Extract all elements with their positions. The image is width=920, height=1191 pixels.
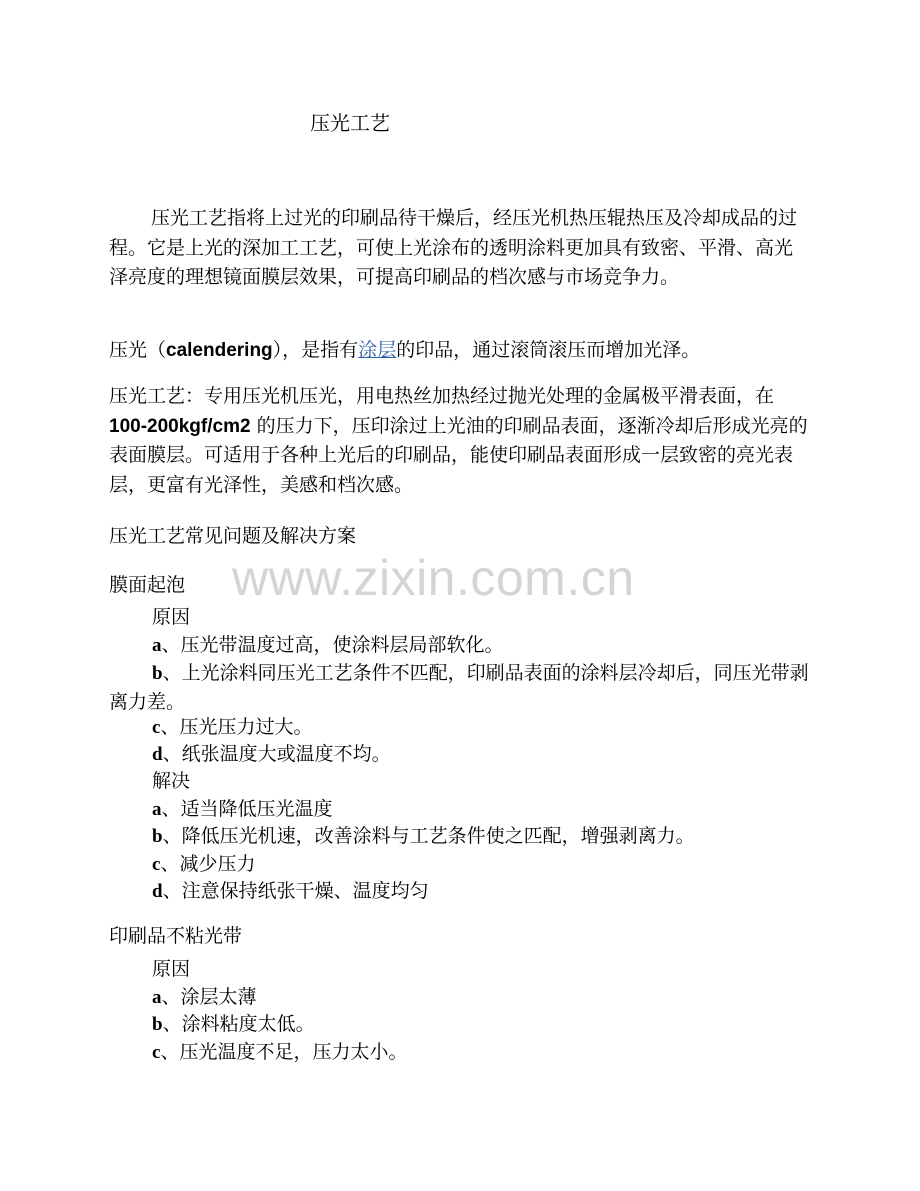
solution-text: 、适当降低压光温度 — [161, 798, 333, 820]
cause-text: 、涂料粘度太低。 — [162, 1013, 315, 1035]
faq-heading: 压光工艺常见问题及解决方案 — [109, 525, 357, 547]
cause-text: 、压光压力过大。 — [160, 716, 313, 738]
section1-solution-a — [152, 795, 333, 824]
section2-cause-b — [152, 1010, 315, 1039]
solution-text: 、减少压力 — [160, 853, 256, 875]
cause-text: 、涂层太薄 — [161, 986, 257, 1008]
solution-letter: b — [152, 826, 163, 847]
section1-cause-d — [152, 740, 391, 769]
solution-letter: d — [152, 881, 163, 902]
section1-cause-c — [152, 713, 312, 742]
definition-paragraph — [109, 336, 811, 366]
process-part2: 的压力下，压印涂过上光油的印刷品表面，逐渐冷却后形成光亮的表面膜层。可适用于各种上光后的印刷品，能使印刷品表面形成一层致密的亮光表层，更富有光泽性，美感和档次感。 — [109, 414, 808, 496]
cause-letter: c — [152, 717, 161, 738]
process-paragraph — [109, 382, 811, 500]
solution-text: 、注意保持纸张干燥、温度均匀 — [162, 880, 429, 902]
cause-letter: b — [152, 1014, 163, 1035]
definition-term: calendering — [166, 340, 273, 361]
solution-letter: c — [152, 854, 161, 875]
cause-text: 、上光涂料同压光工艺条件不匹配，印刷品表面的涂料层冷却后，同压光带剥离力差。 — [109, 662, 809, 713]
section1-cause-b — [109, 659, 809, 716]
definition-middle: ），是指有 — [272, 339, 359, 361]
cause-letter: d — [152, 744, 163, 765]
cause-text: 、纸张温度大或温度不均。 — [162, 743, 391, 765]
section1-heading: 膜面起泡 — [109, 574, 186, 596]
section1-solution-d — [152, 877, 429, 906]
process-pressure: 100-200kgf/cm2 — [109, 415, 251, 437]
cause-letter: b — [152, 663, 163, 684]
section1-cause-a — [152, 631, 504, 660]
cause-letter: a — [152, 635, 162, 656]
definition-suffix: 的印品，通过滚筒滚压而增加光泽。 — [396, 339, 701, 361]
watermark: www.zixin.com.cn — [232, 550, 635, 606]
section1-solution-label: 解决 — [152, 770, 191, 792]
coating-link[interactable]: 涂层 — [358, 339, 397, 361]
solution-text: 、降低压光机速，改善涂料与工艺条件使之匹配，增强剥离力。 — [162, 825, 695, 847]
solution-letter: a — [152, 799, 162, 820]
section2-cause-label: 原因 — [152, 958, 191, 980]
cause-letter: c — [152, 1042, 161, 1063]
cause-letter: a — [152, 987, 162, 1008]
definition-prefix: 压光（ — [109, 339, 167, 361]
section2-cause-c — [152, 1038, 407, 1067]
cause-text: 、压光带温度过高，使涂料层局部软化。 — [161, 634, 504, 656]
section2-cause-a — [152, 983, 257, 1012]
section1-solution-c — [152, 850, 255, 879]
intro-paragraph: 压光工艺指将上过光的印刷品待干燥后，经压光机热压辊热压及冷却成品的过程。它是上光的深加工工艺，可使上光涂布的透明涂料更加具有致密、平滑、高光泽亮度的理想镜面膜层效果，可提高印刷品的档次感与市场竞争力。 — [109, 207, 798, 288]
section1-solution-b — [152, 822, 695, 851]
section2-heading: 印刷品不粘光带 — [109, 925, 243, 947]
section1-cause-label: 原因 — [152, 606, 191, 628]
document-title: 压光工艺 — [310, 111, 390, 135]
cause-text: 、压光温度不足，压力太小。 — [160, 1041, 408, 1063]
process-part1: 压光工艺：专用压光机压光，用电热丝加热经过抛光处理的金属极平滑表面，在 — [109, 385, 775, 407]
